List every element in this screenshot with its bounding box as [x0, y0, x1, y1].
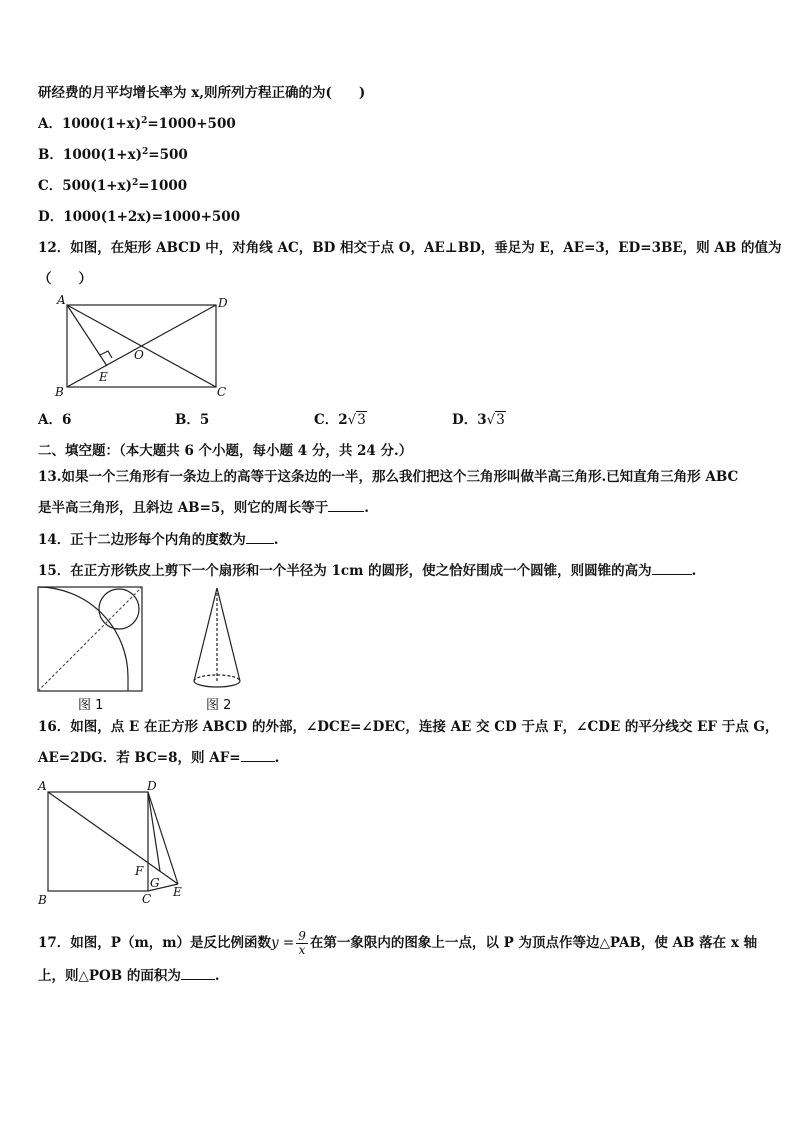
altitude-ae — [67, 305, 107, 366]
label-g: G — [150, 876, 160, 890]
q12-stem: 12．如图，在矩形 ABCD 中，对角线 AC，BD 相交于点 O，AE⊥BD，垂足为 E，AE=3，ED=3BE，则 AB 的值为 — [38, 240, 782, 256]
q13-text: 是半高三角形，且斜边 AB=5，则它的周长等于 — [38, 500, 329, 516]
option-tail: =1000 — [138, 178, 188, 194]
q12-option-a — [38, 411, 71, 429]
q17-fraction — [296, 930, 308, 957]
option-tail: =500 — [148, 147, 188, 163]
sector-arc — [38, 587, 128, 691]
q11-stem-tail: 研经费的月平均增长率为 x,则所列方程正确的为( ) — [38, 85, 366, 101]
label-e: E — [173, 885, 182, 899]
label-c: C — [217, 385, 227, 399]
fig2-caption: 图 2 — [206, 698, 232, 713]
option-text: 5 — [199, 412, 210, 428]
option-text: 1000(1+2x)=1000+500 — [63, 209, 241, 225]
label-b: B — [38, 893, 47, 907]
option-label: D． — [452, 412, 478, 428]
option-label: C． — [38, 178, 63, 194]
cone-base-front — [194, 681, 240, 687]
q15-figure1-square — [36, 585, 146, 695]
small-circle — [99, 589, 139, 629]
q17-line2 — [38, 967, 220, 985]
q11-option-a — [38, 115, 236, 133]
q11-option-d — [38, 208, 240, 226]
diagonal-dashed — [38, 587, 142, 691]
section-title: 二、填空题：（本大题共 6 个小题，每小题 4 分，共 24 分.） — [38, 443, 413, 459]
q14-line — [38, 531, 279, 549]
q16-line1: 16．如图，点 E 在正方形 ABCD 的外部，∠DCE=∠DEC，连接 AE 交 CD 于点 F，∠CDE 的平分线交 EF 于点 G， — [38, 719, 779, 735]
q16-square-figure — [34, 778, 194, 910]
q17-part2: 在第一象限内的图象上一点，以 P 为顶点作等边△PAB，使 AB 落在 x 轴 — [309, 935, 758, 951]
q16-line2 — [38, 749, 279, 767]
q13-end: . — [364, 500, 369, 516]
label-e: E — [99, 370, 108, 384]
option-text: 6 — [61, 412, 72, 428]
q16-text: AE=2DG．若 BC=8，则 AF= — [38, 750, 241, 766]
q12-rectangle-figure — [52, 292, 242, 400]
label-o: O — [134, 348, 144, 362]
answer-blank — [328, 499, 364, 512]
option-label: B． — [175, 412, 200, 428]
q15-figure2-cone — [190, 585, 246, 695]
cone-side-right — [217, 588, 240, 681]
option-text: 500(1+x) — [62, 178, 132, 194]
option-tail: =1000+500 — [147, 116, 236, 132]
option-label: A． — [38, 412, 62, 428]
q11-option-c — [38, 177, 187, 195]
sqrt-symbol: √3 — [486, 412, 505, 428]
option-sup: 2 — [142, 147, 149, 157]
q17-text: 上，则△POB 的面积为 — [38, 968, 181, 984]
fraction-numerator: 9 — [298, 929, 306, 943]
q12-option-c — [314, 411, 367, 429]
q17-line1 — [38, 930, 757, 957]
q15-end: . — [691, 563, 697, 579]
q15-line — [38, 562, 696, 580]
q16-end: . — [274, 750, 280, 766]
q12-paren: （ ） — [38, 271, 92, 287]
answer-blank — [246, 531, 274, 544]
answer-blank — [181, 967, 215, 980]
q14-end: . — [273, 532, 279, 548]
q13-line2 — [38, 499, 369, 517]
label-f: F — [135, 864, 144, 878]
option-sup: 2 — [141, 116, 148, 126]
option-label: A． — [38, 116, 62, 132]
option-coef: 2 — [338, 412, 348, 428]
fig1-caption: 图 1 — [78, 698, 104, 713]
answer-blank — [652, 562, 692, 575]
fraction-denominator: x — [298, 943, 306, 957]
option-label: C． — [314, 412, 339, 428]
q11-option-b — [38, 146, 188, 164]
option-coef: 3 — [477, 412, 487, 428]
q17-func-y: y = — [271, 935, 295, 951]
q17-end: . — [214, 968, 220, 984]
square-abcd — [48, 792, 148, 891]
option-sup: 2 — [131, 178, 139, 188]
sqrt-symbol: √3 — [347, 412, 366, 428]
q13-line1: 13.如果一个三角形有一条边上的高等于这条边的一半，那么我们把这个三角形叫做半高三角形.已知直角三角形 ABC — [38, 469, 739, 485]
right-angle-marker — [100, 351, 112, 358]
q15-text: 15．在正方形铁皮上剪下一个扇形和一个半径为 1cm 的圆形，使之恰好围成一个圆锥，则圆锥的高为 — [38, 563, 652, 579]
option-label: D． — [38, 209, 64, 225]
answer-blank — [241, 749, 275, 762]
label-a: A — [38, 779, 47, 793]
bisector-dg — [148, 792, 160, 871]
q12-option-b — [175, 411, 209, 429]
radicand: 3 — [357, 412, 366, 428]
label-d: D — [218, 296, 228, 310]
label-c: C — [142, 892, 152, 906]
label-b: B — [55, 385, 64, 399]
q12-option-d — [452, 411, 506, 429]
radicand: 3 — [496, 412, 505, 428]
label-a: A — [57, 293, 66, 307]
q17-part1: 17．如图，P（m，m）是反比例函数 — [38, 935, 272, 951]
label-d: D — [147, 779, 157, 793]
cone-side-left — [194, 588, 217, 681]
q14-text: 14．正十二边形每个内角的度数为 — [38, 532, 246, 548]
segment-ae — [48, 792, 178, 884]
option-label: B． — [38, 147, 63, 163]
segment-de — [148, 792, 178, 884]
option-text: 1000(1+x) — [61, 116, 142, 132]
option-text: 1000(1+x) — [62, 147, 143, 163]
